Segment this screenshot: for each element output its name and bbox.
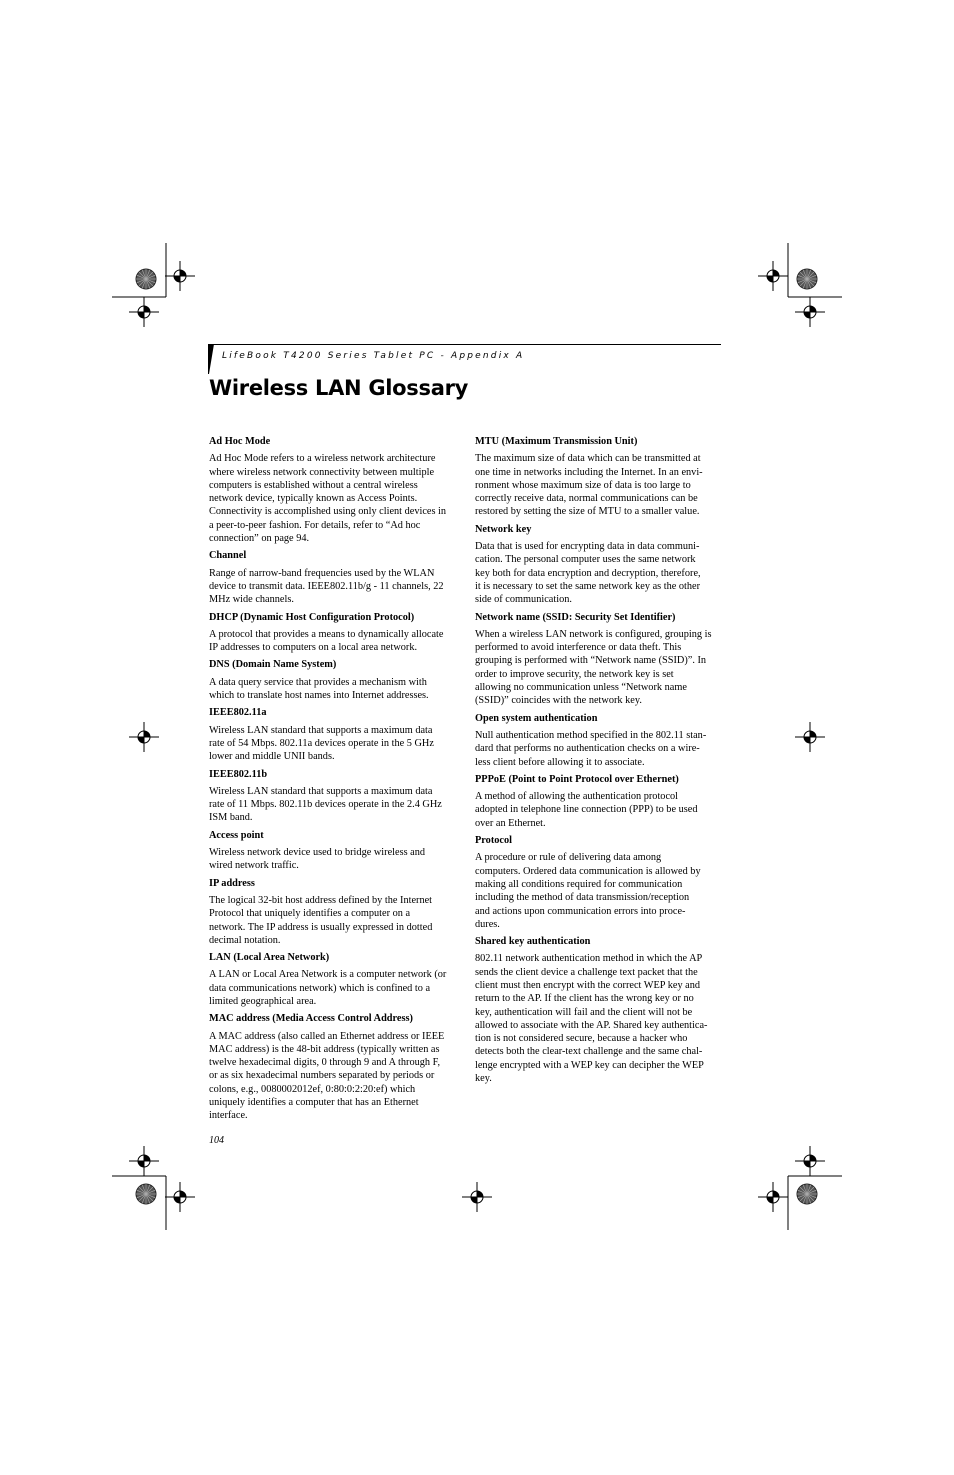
glossary-definition — [209, 724, 453, 764]
glossary-term: DHCP (Dynamic Host Configuration Protocol) — [209, 611, 415, 623]
color-target-icon — [797, 1184, 817, 1204]
glossary-term: Network key — [475, 523, 532, 535]
definition-line: Connectivity is accomplished using only client devices in — [209, 506, 447, 518]
glossary-entry — [209, 706, 453, 763]
definition-line: Wireless network device used to bridge wireless and — [209, 847, 426, 859]
definition-line: or as six hexadecimal numbers separated by periods or — [209, 1070, 435, 1082]
definition-line: key. — [475, 1073, 492, 1085]
definition-line: When a wireless LAN network is configured, grouping is — [475, 628, 712, 640]
definition-line: A data query service that provides a mechanism with — [209, 676, 427, 688]
definition-line: uniquely identifies a computer that has an Ethernet — [209, 1097, 419, 1109]
glossary-entry — [475, 935, 719, 1085]
glossary-term: Shared key authentication — [475, 936, 591, 948]
definition-line: grouping is performed with “Network name (SSID)”. In — [475, 655, 707, 667]
crosshair-icon — [795, 297, 825, 327]
color-target-icon — [136, 1184, 156, 1204]
definition-line: side of communication. — [475, 594, 572, 606]
glossary-entry — [209, 829, 453, 873]
glossary-entry — [475, 834, 719, 931]
glossary-term: LAN (Local Area Network) — [209, 952, 330, 964]
definition-line: rate of 54 Mbps. 802.11a devices operate in the 5 GHz — [209, 737, 434, 749]
definition-line: interface. — [209, 1110, 248, 1122]
glossary-term: IEEE802.11a — [209, 707, 267, 719]
header-wedge-mark — [208, 344, 214, 374]
glossary-term: IEEE802.11b — [209, 768, 268, 780]
definition-line: (SSID)” coincides with the network key. — [475, 695, 642, 707]
definition-line: twelve hexadecimal digits, 0 through 9 and A through F, — [209, 1057, 441, 1069]
definition-line: one time in networks including the Internet. In an envi- — [475, 466, 703, 478]
glossary-right-column — [475, 435, 719, 1089]
definition-line: key, authentication will fail and the client will not be — [475, 1006, 693, 1018]
glossary-term: Channel — [209, 550, 247, 562]
definition-line: order to improve security, the network key is set — [475, 668, 674, 680]
glossary-entry — [209, 435, 453, 545]
glossary-entry — [209, 549, 453, 606]
definition-line: over an Ethernet. — [475, 817, 546, 829]
glossary-term: Network name (SSID: Security Set Identifier) — [475, 611, 676, 623]
definition-line: A procedure or rule of delivering data among — [475, 852, 662, 864]
glossary-definition — [209, 894, 453, 947]
page-title: Wireless LAN Glossary — [209, 376, 469, 400]
definition-line: and actions upon communication errors into proce- — [475, 905, 686, 917]
glossary-definition — [475, 790, 719, 830]
crosshair-icon — [795, 1146, 825, 1176]
glossary-definition — [475, 452, 719, 518]
crosshair-icon — [129, 1146, 159, 1176]
glossary-entry — [209, 768, 453, 825]
glossary-term: Open system authentication — [475, 712, 598, 724]
definition-line: colons, e.g., 0080002012ef, 0:80:0:2:20:ef) which — [209, 1083, 416, 1095]
definition-line: decimal notation. — [209, 934, 281, 946]
definition-line: lenge encrypted with a WEP key can decipher the WEP — [475, 1059, 704, 1071]
glossary-definition — [475, 851, 719, 931]
glossary-definition — [209, 452, 453, 545]
definition-line: tion is not considered secure, because a hacker who — [475, 1033, 688, 1045]
running-head: LifeBook T4200 Series Tablet PC - Appendix A — [222, 351, 525, 361]
definition-line: lower and middle UNII bands. — [209, 751, 335, 763]
definition-line: The maximum size of data which can be transmitted at — [475, 453, 701, 465]
glossary-entry — [475, 712, 719, 769]
definition-line: ronment whose maximum size of data is too large to — [475, 479, 691, 491]
definition-line: allowing no communication unless “Network name — [475, 682, 687, 694]
definition-line: adopted in telephone line connection (PPP) to be used — [475, 804, 698, 816]
glossary-entry — [209, 951, 453, 1008]
definition-line: Wireless LAN standard that supports a maximum data — [209, 724, 433, 736]
definition-line: network. The IP address is usually expressed in dotted — [209, 921, 433, 933]
color-target-icon — [797, 269, 817, 289]
definition-line: a peer-to-peer fashion. For details, refer to “Ad hoc — [209, 519, 421, 531]
definition-line: sends the client device a challenge text packet that the — [475, 966, 698, 978]
glossary-term: PPPoE (Point to Point Protocol over Ethernet) — [475, 773, 679, 785]
definition-line: MHz wide channels. — [209, 594, 294, 606]
crosshair-icon — [462, 1182, 492, 1212]
glossary-entry — [475, 523, 719, 607]
glossary-definition — [209, 628, 453, 655]
glossary-definition — [209, 676, 453, 703]
crosshair-icon — [165, 1182, 195, 1212]
definition-line: data communications network) which is confined to a — [209, 982, 431, 994]
definition-line: Null authentication method specified in the 802.11 stan- — [475, 729, 707, 741]
glossary-term: Access point — [209, 829, 264, 841]
definition-line: correctly receive data, normal communications can be — [475, 493, 698, 505]
definition-line: client must then encrypt with the correct WEP key and — [475, 979, 701, 991]
header-rule — [211, 344, 721, 345]
definition-line: A method of allowing the authentication protocol — [475, 791, 679, 803]
crosshair-icon — [165, 261, 195, 291]
definition-line: Protocol that uniquely identifies a computer on a — [209, 908, 411, 920]
definition-line: allowed to associate with the AP. Shared key authentica- — [475, 1019, 708, 1031]
definition-line: return to the AP. If the client has the wrong key or no — [475, 993, 694, 1005]
glossary-entry — [209, 658, 453, 702]
glossary-definition — [209, 968, 453, 1008]
definition-line: limited geographical area. — [209, 995, 317, 1007]
definition-line: connection” on page 94. — [209, 533, 310, 545]
definition-line: it is necessary to set the same network key as the other — [475, 580, 701, 592]
page-number: 104 — [209, 1135, 224, 1146]
definition-line: IP addresses to computers on a local area network. — [209, 642, 418, 654]
definition-line: restored by setting the size of MTU to a smaller value. — [475, 506, 700, 518]
definition-line: making all conditions required for communication — [475, 878, 683, 890]
definition-line: MAC address) is the 48-bit address (typically written as — [209, 1043, 440, 1055]
definition-line: Range of narrow-band frequencies used by the WLAN — [209, 567, 435, 579]
definition-line: 802.11 network authentication method in which the AP — [475, 953, 703, 965]
definition-line: ISM band. — [209, 812, 253, 824]
definition-line: computers is established without a central wireless — [209, 479, 418, 491]
definition-line: cation. The personal computer uses the same network — [475, 554, 696, 566]
glossary-entry — [475, 773, 719, 830]
glossary-term: MTU (Maximum Transmission Unit) — [475, 436, 638, 447]
definition-line: key both for data encryption and decryption, therefore, — [475, 567, 701, 579]
definition-line: dures. — [475, 918, 500, 930]
definition-line: dard that performs no authentication checks on a wire- — [475, 743, 700, 755]
glossary-entry — [475, 435, 719, 519]
glossary-term: Protocol — [475, 835, 512, 847]
glossary-definition — [209, 785, 453, 825]
glossary-definition — [475, 540, 719, 606]
glossary-term: IP address — [209, 877, 255, 889]
glossary-definition — [475, 729, 719, 769]
glossary-entry — [209, 611, 453, 655]
definition-line: wired network traffic. — [209, 860, 299, 872]
glossary-definition — [475, 952, 719, 1085]
definition-line: device to transmit data. IEEE802.11b/g - 11 channels, 22 — [209, 580, 444, 592]
glossary-definition — [209, 1030, 453, 1123]
definition-line: network device, typically known as Access Points. — [209, 493, 418, 505]
color-target-icon — [136, 269, 156, 289]
definition-line: A protocol that provides a means to dynamically allocate — [209, 628, 444, 640]
crosshair-icon — [795, 722, 825, 752]
definition-line: A LAN or Local Area Network is a computer network (or — [209, 969, 447, 981]
definition-line: rate of 11 Mbps. 802.11b devices operate in the 2.4 GHz — [209, 799, 442, 811]
crosshair-icon — [758, 1182, 788, 1212]
glossary-entry — [475, 611, 719, 708]
definition-line: The logical 32-bit host address defined by the Internet — [209, 894, 433, 906]
definition-line: where wireless network connectivity between multiple — [209, 466, 435, 478]
glossary-term: Ad Hoc Mode — [209, 436, 271, 447]
definition-line: which to translate host names into Internet addresses. — [209, 690, 429, 702]
definition-line: Wireless LAN standard that supports a maximum data — [209, 785, 433, 797]
definition-line: performed to avoid interference or data theft. This — [475, 642, 682, 654]
glossary-definition — [475, 628, 719, 708]
definition-line: Ad Hoc Mode refers to a wireless network architecture — [209, 453, 436, 465]
definition-line: detects both the clear-text challenge and the same chal- — [475, 1046, 703, 1058]
glossary-entry — [209, 877, 453, 947]
glossary-definition — [209, 567, 453, 607]
glossary-definition — [209, 846, 453, 873]
definition-line: including the method of data transmission/reception — [475, 892, 690, 904]
definition-line: Data that is used for encrypting data in data communi- — [475, 541, 700, 553]
glossary-term: DNS (Domain Name System) — [209, 659, 337, 671]
crosshair-icon — [129, 722, 159, 752]
definition-line: less client before allowing it to associate. — [475, 756, 645, 768]
definition-line: A MAC address (also called an Ethernet address or IEEE — [209, 1030, 445, 1042]
glossary-entry — [209, 1012, 453, 1122]
definition-line: computers. Ordered data communication is allowed by — [475, 865, 701, 877]
crosshair-icon — [129, 297, 159, 327]
glossary-left-column — [209, 435, 453, 1127]
glossary-term: MAC address (Media Access Control Address) — [209, 1013, 413, 1025]
crosshair-icon — [758, 261, 788, 291]
